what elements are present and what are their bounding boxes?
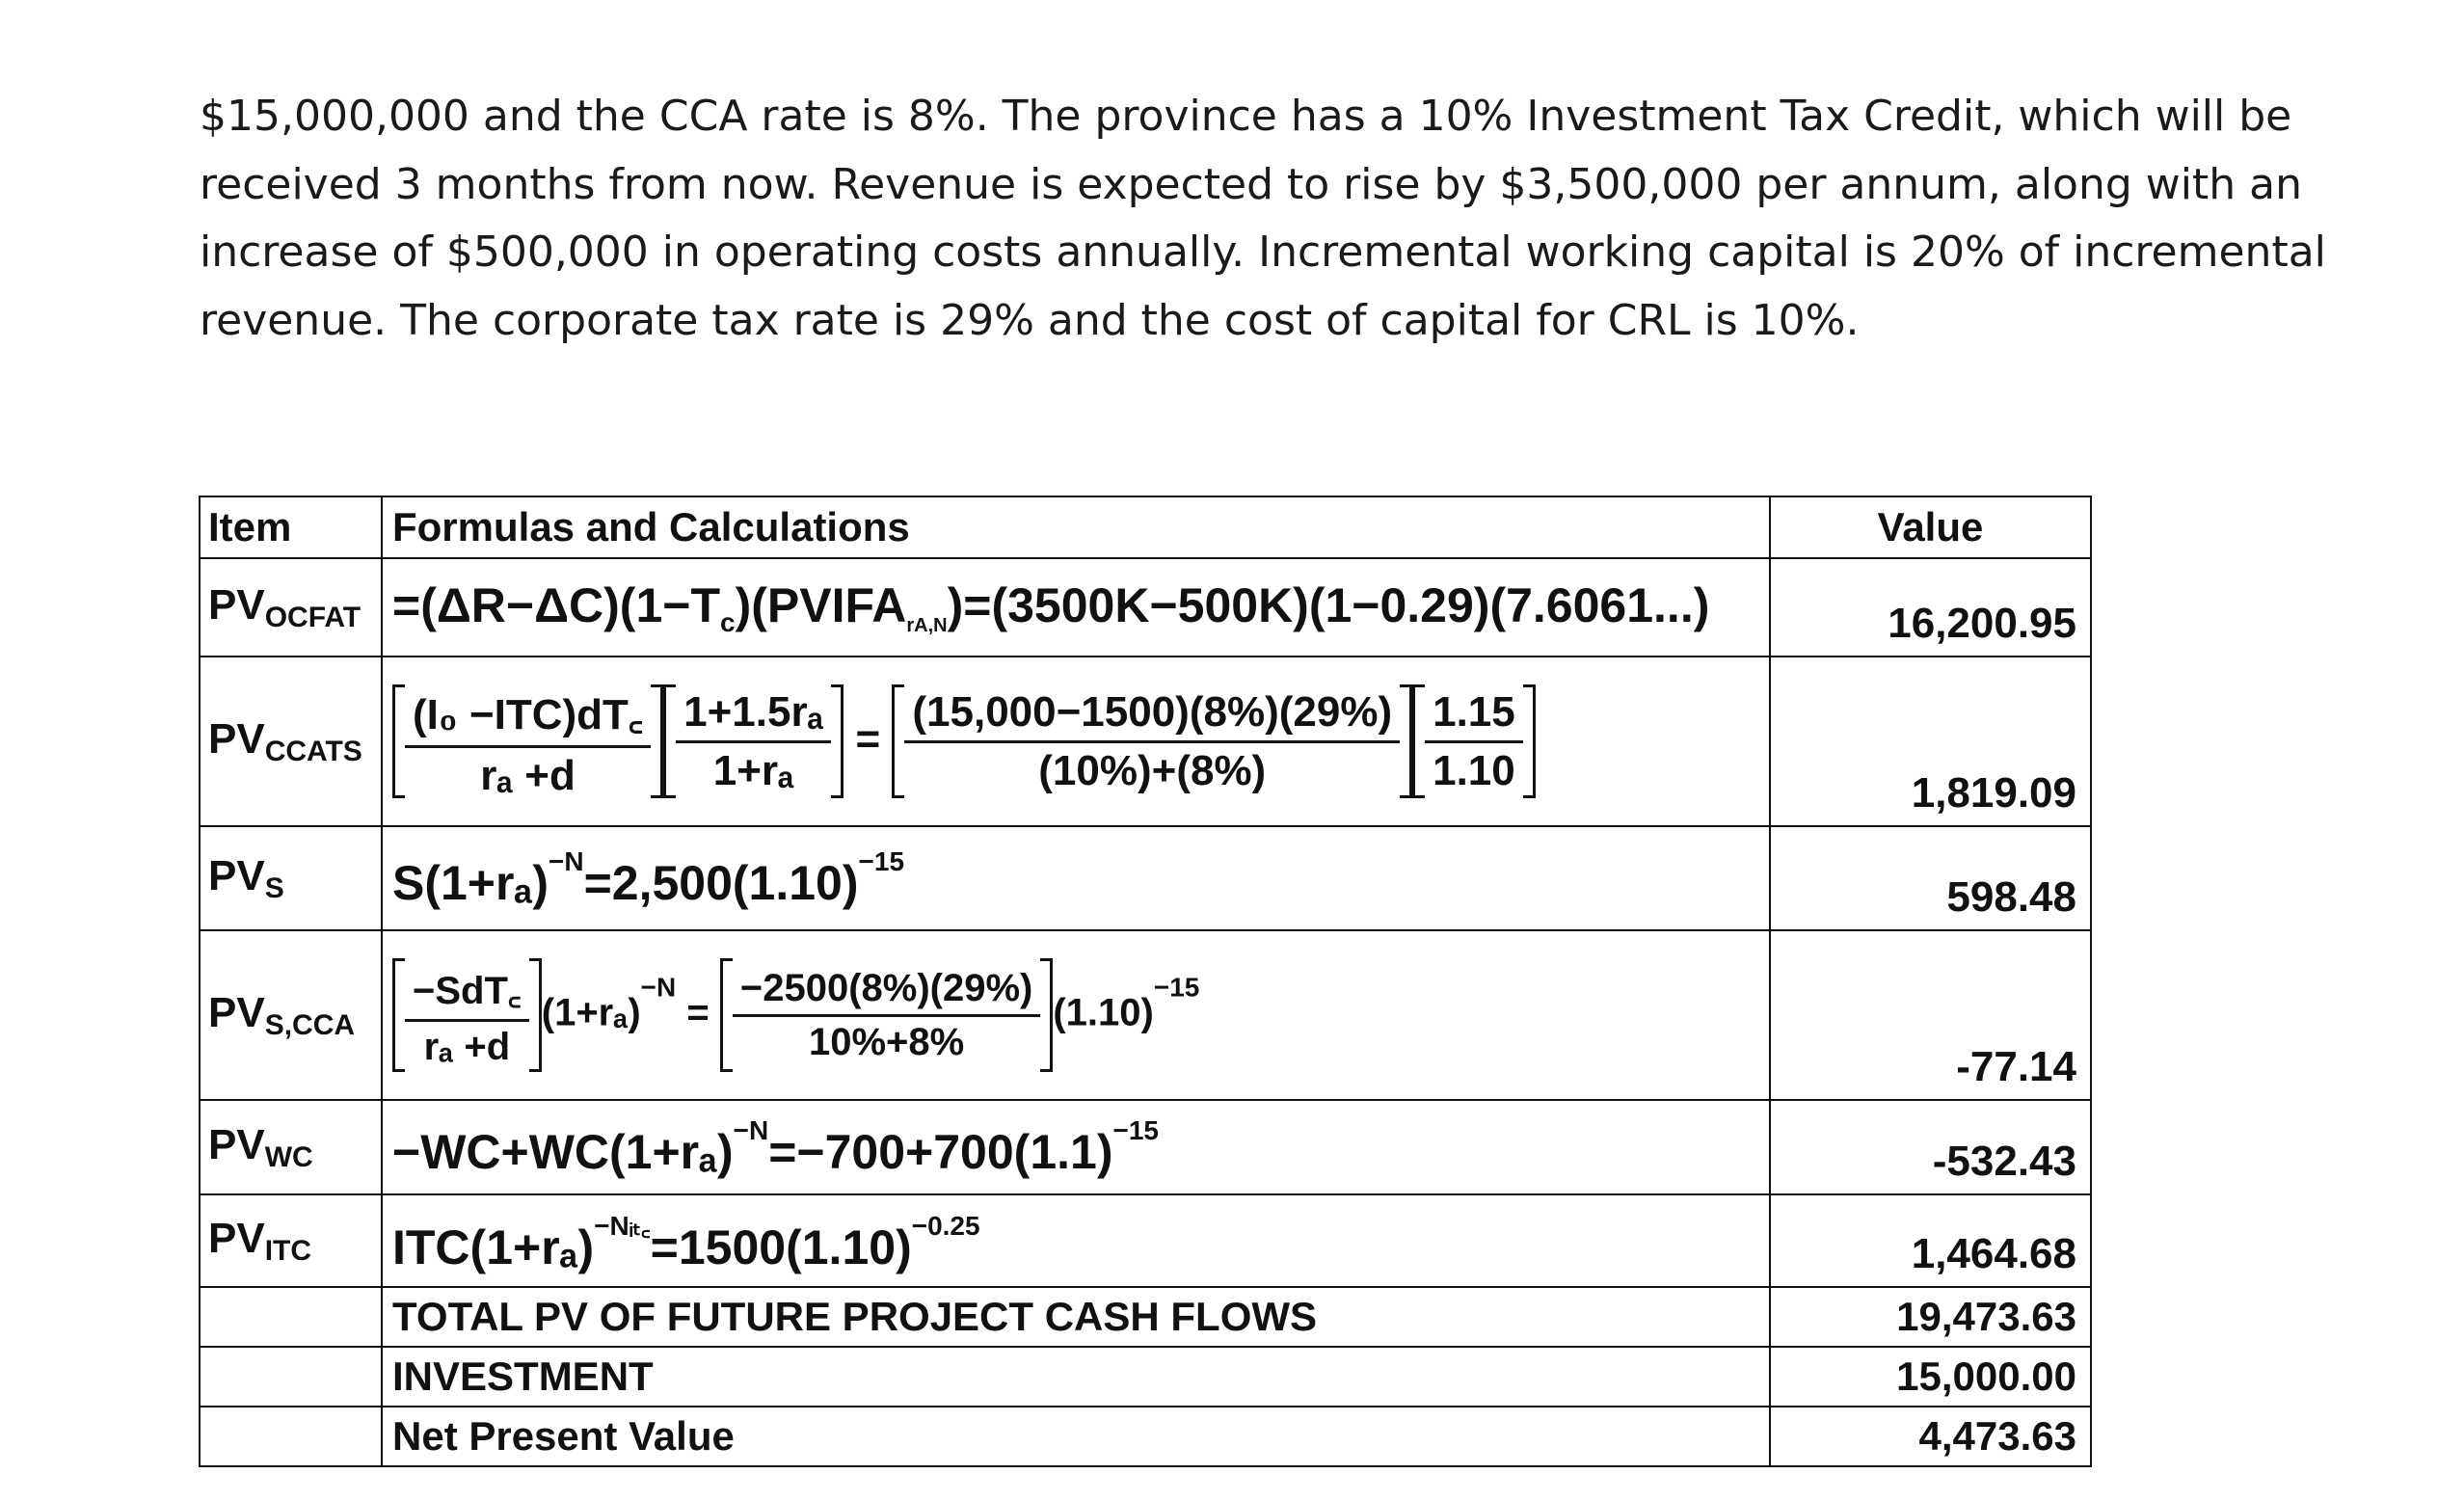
- header-value: Value: [1770, 496, 2091, 558]
- item-label: PV: [208, 714, 265, 763]
- bracket: [1400, 684, 1412, 798]
- formula-part: =−700+700(1.1): [768, 1124, 1113, 1179]
- bracket: [1412, 684, 1425, 798]
- row-pv-s: [200, 826, 2091, 930]
- item-cell: [200, 558, 382, 657]
- formula-superscript: −15: [858, 845, 905, 876]
- row-pv-wc: [200, 1100, 2091, 1194]
- formula-superscript: −15: [1153, 972, 1200, 1003]
- total-value: 19,473.63: [1770, 1287, 2091, 1347]
- row-pv-ocfat: [200, 558, 2091, 657]
- item-subscript: CCATS: [264, 735, 362, 767]
- item-subscript: OCFAT: [264, 601, 362, 633]
- formula-superscript: −0.25: [911, 1210, 980, 1241]
- formula-subscript: rA,N: [906, 614, 948, 636]
- formula-part: (1+rₐ): [541, 991, 641, 1034]
- formula-cell: [382, 1100, 1770, 1194]
- paragraph-line: $15,000,000 and the CCA rate is 8%. The province has a 10% Investment Tax Credit, which will be: [200, 92, 2292, 141]
- value-cell: 1,464.68: [1770, 1194, 2091, 1287]
- item-cell: [200, 930, 382, 1100]
- numerator: (15,000−1500)(8%)(29%): [904, 688, 1400, 743]
- denominator: 1+rₐ: [712, 746, 794, 794]
- formula-superscript: −N: [733, 1114, 769, 1145]
- item-subscript: S: [264, 871, 284, 904]
- item-subscript: WC: [264, 1140, 313, 1173]
- investment-label: INVESTMENT: [382, 1347, 1770, 1407]
- bracket: [392, 958, 405, 1072]
- formula-cell: [382, 930, 1770, 1100]
- formula-superscript: −15: [1112, 1114, 1159, 1145]
- formula-part: (1.10): [1053, 991, 1154, 1034]
- fraction: [1425, 688, 1523, 795]
- numerator: (I₀ −ITC)dT꜀: [405, 683, 651, 748]
- value-cell: 1,819.09: [1770, 657, 2091, 826]
- item-label: PV: [208, 580, 265, 629]
- empty-cell: [200, 1407, 382, 1466]
- formula-superscript: −N: [640, 972, 677, 1003]
- numerator: 1+1.5rₐ: [676, 688, 831, 743]
- item-cell: [200, 1194, 382, 1287]
- item-label: PV: [208, 1214, 265, 1262]
- bracket: [892, 684, 904, 798]
- item-cell: [200, 657, 382, 826]
- header-item: Item: [200, 496, 382, 558]
- formula-mid: )(PVIFA: [735, 577, 907, 632]
- formula-cell: [382, 657, 1770, 826]
- formula-part: −WC+WC(1+rₐ): [392, 1124, 734, 1179]
- bracket: [529, 958, 542, 1072]
- value-cell: -77.14: [1770, 930, 2091, 1100]
- value-cell: 598.48: [1770, 826, 2091, 930]
- bracket: [1523, 684, 1536, 798]
- formula-part: S(1+rₐ): [392, 855, 549, 910]
- paragraph-line: received 3 months from now. Revenue is expected to rise by $3,500,000 per annum, along with an: [200, 159, 2302, 209]
- denominator: 10%+8%: [808, 1020, 965, 1063]
- item-subscript: ITC: [264, 1234, 312, 1267]
- numerator: 1.15: [1425, 688, 1523, 743]
- bracket: [663, 684, 676, 798]
- investment-value: 15,000.00: [1770, 1347, 2091, 1407]
- header-row: [200, 496, 2091, 558]
- item-cell: [200, 826, 382, 930]
- row-pv-ccats: [200, 657, 2091, 826]
- row-pv-s-cca: [200, 930, 2091, 1100]
- npv-row: [200, 1407, 2091, 1466]
- denominator: rₐ +d: [423, 1025, 511, 1068]
- numerator: −2500(8%)(29%): [733, 967, 1041, 1017]
- equals-sign: =: [686, 991, 710, 1034]
- bracket: [1040, 958, 1053, 1072]
- item-cell: [200, 1100, 382, 1194]
- fraction: [676, 688, 831, 795]
- header-formulas: Formulas and Calculations: [382, 496, 1770, 558]
- fraction: [405, 683, 651, 800]
- formula-part: =2,500(1.10): [583, 855, 859, 910]
- bracket: [651, 684, 663, 798]
- numerator: −SdT꜀: [405, 962, 529, 1022]
- formula-cell: [382, 1194, 1770, 1287]
- value-cell: 16,200.95: [1770, 558, 2091, 657]
- equals-sign: =: [855, 714, 881, 763]
- paragraph-line: revenue. The corporate tax rate is 29% and the cost of capital for CRL is 10%.: [200, 295, 1860, 345]
- item-label: PV: [208, 851, 265, 899]
- fraction: [405, 962, 529, 1069]
- denominator: rₐ +d: [480, 751, 576, 799]
- bracket: [831, 684, 844, 798]
- item-label: PV: [208, 1120, 265, 1168]
- denominator: 1.10: [1433, 746, 1515, 794]
- empty-cell: [200, 1347, 382, 1407]
- npv-calculation-table-container: [199, 496, 2090, 1473]
- fraction: [733, 967, 1041, 1064]
- paragraph-line: increase of $500,000 in operating costs annually. Incremental working capital is 20% of incremental: [200, 228, 2326, 277]
- problem-paragraph: [200, 83, 2359, 355]
- formula-superscript: −Nᵢₜ꜀: [594, 1210, 651, 1241]
- formula-cell: [382, 826, 1770, 930]
- formula-part: ITC(1+rₐ): [392, 1220, 595, 1274]
- npv-label: Net Present Value: [382, 1407, 1770, 1466]
- bracket: [392, 684, 405, 798]
- formula-part: =1500(1.10): [650, 1220, 912, 1274]
- bracket: [720, 958, 733, 1072]
- investment-row: [200, 1347, 2091, 1407]
- npv-calculation-table: [199, 496, 2092, 1467]
- value-cell: -532.43: [1770, 1100, 2091, 1194]
- formula-cell: [382, 558, 1770, 657]
- formula-subscript: c: [720, 606, 736, 637]
- total-label: TOTAL PV OF FUTURE PROJECT CASH FLOWS: [382, 1287, 1770, 1347]
- fraction: [904, 688, 1400, 795]
- denominator: (10%)+(8%): [1038, 746, 1267, 794]
- npv-value: 4,473.63: [1770, 1407, 2091, 1466]
- formula-superscript: −N: [549, 845, 584, 876]
- formula-lhs: =(ΔR−ΔC)(1−T: [392, 577, 720, 632]
- empty-cell: [200, 1287, 382, 1347]
- row-pv-itc: [200, 1194, 2091, 1287]
- formula-rhs: )=(3500K−500K)(1−0.29)(7.6061...): [947, 577, 1710, 632]
- total-row: [200, 1287, 2091, 1347]
- item-subscript: S,CCA: [264, 1008, 356, 1041]
- item-label: PV: [208, 988, 265, 1036]
